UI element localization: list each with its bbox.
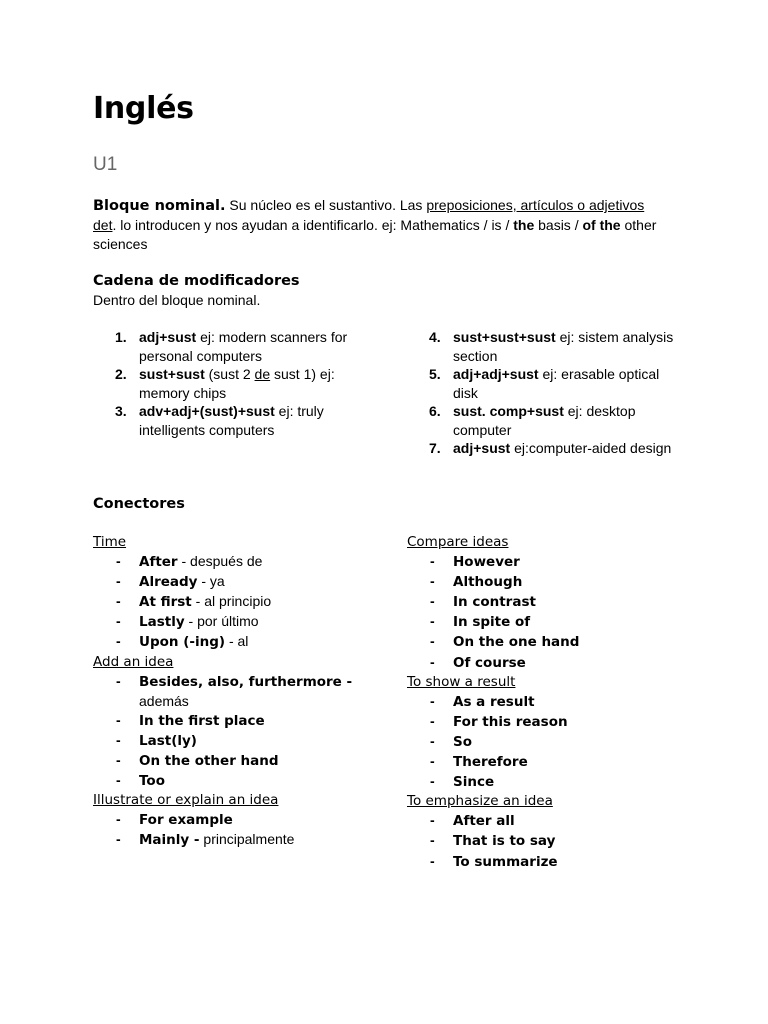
list-item bbox=[407, 811, 683, 831]
list-item bbox=[93, 552, 353, 572]
dash-bullet: - bbox=[430, 753, 435, 770]
modifier-example: ej:computer-aided design bbox=[510, 440, 672, 456]
page-subtitle: U1 bbox=[93, 154, 118, 175]
connector-translation: - ya bbox=[197, 573, 225, 590]
list-item bbox=[93, 751, 353, 771]
dash-bullet: - bbox=[116, 811, 121, 828]
dash-bullet: - bbox=[430, 732, 435, 749]
list-number: 4. bbox=[429, 329, 441, 345]
dash-bullet: - bbox=[430, 653, 435, 670]
list-item bbox=[93, 810, 353, 830]
connector-term: Although bbox=[453, 574, 523, 591]
modifier-example: ej: erasable optical disk bbox=[453, 366, 660, 401]
modifier-term: adj+sust bbox=[139, 329, 197, 345]
list-item bbox=[93, 365, 353, 402]
connector-term: However bbox=[453, 554, 520, 571]
list-item bbox=[407, 653, 683, 673]
section-label-compare: Compare ideas bbox=[407, 534, 509, 550]
list-item bbox=[407, 365, 683, 402]
list-item bbox=[93, 592, 353, 612]
list-item bbox=[407, 732, 683, 752]
list-number: 1. bbox=[115, 329, 127, 345]
page-title: Inglés bbox=[93, 91, 194, 126]
list-item bbox=[407, 712, 683, 732]
list-item bbox=[93, 612, 353, 632]
list-item bbox=[407, 692, 683, 712]
list-item bbox=[93, 771, 353, 791]
list-item bbox=[407, 752, 683, 772]
modifier-term: sust+sust bbox=[139, 366, 205, 382]
modifier-list-left bbox=[93, 328, 353, 439]
connector-translation: - después de bbox=[177, 553, 263, 570]
dash-bullet: - bbox=[116, 731, 121, 748]
list-item bbox=[93, 830, 353, 850]
dash-bullet: - bbox=[116, 672, 121, 689]
list-item bbox=[407, 632, 683, 652]
dash-bullet: - bbox=[116, 772, 121, 789]
conectores-heading: Conectores bbox=[93, 496, 185, 512]
modifier-list-right bbox=[407, 328, 683, 458]
list-number: 3. bbox=[115, 403, 127, 419]
connector-term: Since bbox=[453, 774, 495, 791]
dash-bullet: - bbox=[116, 711, 121, 728]
connector-term: Too bbox=[139, 773, 165, 790]
list-item bbox=[407, 439, 683, 458]
section-label-show-result: To show a result bbox=[407, 673, 516, 690]
list-number: 7. bbox=[429, 440, 441, 456]
connector-term: At first bbox=[139, 594, 192, 611]
list-item bbox=[93, 328, 353, 365]
connector-term: On the other hand bbox=[139, 753, 279, 770]
connector-term: On the one hand bbox=[453, 634, 580, 651]
connector-term: That is to say bbox=[453, 833, 556, 850]
modifier-example: ej: desktop computer bbox=[453, 403, 636, 438]
connector-translation: además bbox=[139, 692, 189, 709]
dash-bullet: - bbox=[430, 593, 435, 610]
connector-translation: - por último bbox=[184, 613, 259, 630]
connector-term: To summarize bbox=[453, 853, 558, 870]
intro-text-4: other sciences bbox=[93, 217, 657, 252]
connector-term: In spite of bbox=[453, 614, 531, 631]
connector-term: In the first place bbox=[139, 712, 265, 729]
modifier-example: ej: truly intelligents computers bbox=[139, 403, 324, 438]
list-item bbox=[407, 852, 683, 872]
list-item bbox=[407, 328, 683, 365]
intro-text-1: Su núcleo es el sustantivo. Las bbox=[225, 197, 427, 213]
connectors-left-column bbox=[93, 533, 353, 851]
list-item bbox=[407, 402, 683, 439]
list-item bbox=[407, 592, 683, 612]
list-item bbox=[93, 672, 353, 711]
connector-term: Mainly - bbox=[139, 832, 200, 849]
dash-bullet: - bbox=[430, 573, 435, 590]
connector-term: As a result bbox=[453, 693, 535, 710]
dash-bullet: - bbox=[430, 613, 435, 630]
list-item bbox=[407, 572, 683, 592]
section-label-add-idea: Add an idea bbox=[93, 653, 174, 670]
modifier-example: ej: modern scanners for personal computers bbox=[139, 329, 348, 364]
modificadores-subheading: Dentro del bloque nominal. bbox=[93, 292, 261, 308]
dash-bullet: - bbox=[116, 752, 121, 769]
list-item bbox=[93, 632, 353, 652]
connector-term: Lastly bbox=[139, 614, 185, 631]
dash-bullet: - bbox=[430, 712, 435, 729]
modifier-term: adj+adj+sust bbox=[453, 366, 539, 382]
modifier-term: sust+sust+sust bbox=[453, 329, 556, 345]
modifier-example-underlined: de bbox=[254, 366, 271, 382]
modifier-example-pre: (sust 2 bbox=[204, 366, 255, 382]
intro-underlined: preposiciones, artículos o adjetivos det bbox=[93, 197, 645, 233]
intro-bold-the: the bbox=[513, 217, 535, 233]
connector-term: So bbox=[453, 733, 472, 750]
list-number: 6. bbox=[429, 403, 441, 419]
intro-bold-of-the: of the bbox=[582, 217, 621, 233]
connector-term: For example bbox=[139, 812, 233, 829]
intro-text-2: . lo introducen y nos ayudan a identificarlo. ej: Mathematics / is / bbox=[112, 217, 514, 233]
dash-bullet: - bbox=[116, 553, 121, 570]
modifier-example-post: sust 1) ej: memory chips bbox=[139, 366, 335, 401]
dash-bullet: - bbox=[116, 613, 121, 630]
connector-term: Therefore bbox=[453, 754, 528, 771]
connector-term: Upon (-ing) bbox=[139, 634, 226, 651]
list-item bbox=[93, 711, 353, 731]
dash-bullet: - bbox=[116, 633, 121, 650]
list-item bbox=[93, 572, 353, 592]
connector-term: For this reason bbox=[453, 713, 568, 730]
dash-bullet: - bbox=[430, 852, 435, 869]
modifier-term: adj+sust bbox=[453, 440, 511, 456]
modifier-term: sust. comp+sust bbox=[453, 403, 564, 419]
dash-bullet: - bbox=[430, 633, 435, 650]
modifier-example: ej: sistem analysis section bbox=[453, 329, 674, 364]
dash-bullet: - bbox=[430, 812, 435, 829]
connector-term: Besides, also, furthermore - bbox=[139, 673, 353, 690]
list-number: 5. bbox=[429, 366, 441, 382]
list-item bbox=[93, 402, 353, 439]
intro-text-3: basis / bbox=[534, 217, 583, 233]
connector-translation: - al bbox=[225, 633, 249, 650]
connector-term: After bbox=[139, 554, 178, 571]
connector-term: Of course bbox=[453, 654, 526, 671]
list-item bbox=[407, 772, 683, 792]
dash-bullet: - bbox=[116, 573, 121, 590]
connector-term: Last(ly) bbox=[139, 732, 197, 749]
dash-bullet: - bbox=[430, 832, 435, 849]
dash-bullet: - bbox=[430, 692, 435, 709]
list-number: 2. bbox=[115, 366, 127, 382]
dash-bullet: - bbox=[430, 553, 435, 570]
dash-bullet: - bbox=[116, 593, 121, 610]
connector-term: In contrast bbox=[453, 594, 536, 611]
modifier-term: adv+adj+(sust)+sust bbox=[139, 403, 275, 419]
connector-term: Already bbox=[139, 574, 198, 591]
section-label-illustrate: Illustrate or explain an idea bbox=[93, 792, 279, 809]
section-label-emphasize: To emphasize an idea bbox=[407, 793, 553, 810]
dash-bullet: - bbox=[430, 773, 435, 790]
list-item bbox=[407, 831, 683, 851]
modificadores-heading: Cadena de modificadores bbox=[93, 273, 300, 289]
intro-paragraph bbox=[93, 196, 669, 254]
list-item bbox=[407, 612, 683, 632]
connector-translation: principalmente bbox=[199, 831, 295, 848]
dash-bullet: - bbox=[116, 831, 121, 848]
connector-translation: - al principio bbox=[191, 593, 272, 610]
list-item bbox=[93, 731, 353, 751]
section-label-time: Time bbox=[93, 534, 127, 550]
connectors-right-column bbox=[407, 533, 683, 872]
intro-lead: Bloque nominal. bbox=[93, 198, 226, 214]
list-item bbox=[407, 552, 683, 572]
connector-term: After all bbox=[453, 813, 515, 830]
